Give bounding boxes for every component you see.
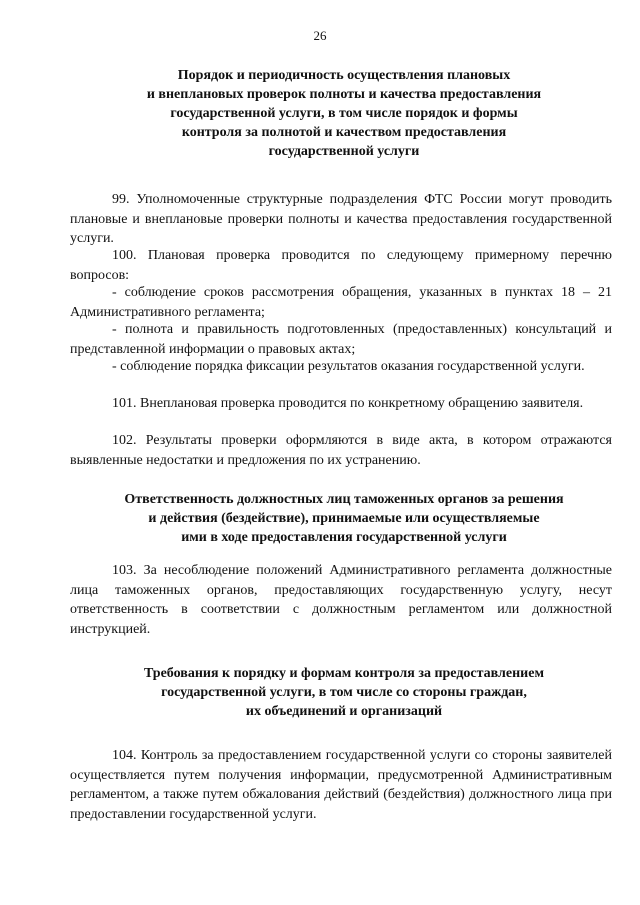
paragraph-104: 104. Контроль за предоставлением государственной услуги со стороны заявителей осуществляется путем получения информации, предусмотренной Административным регламентом, а также путем обжалования действий (бездействия) должностного лица при предоставлении государственной услуги. [70,748,612,822]
list-item-recording: - соблюдение порядка фиксации результатов оказания государственной услуги. [112,359,585,374]
paragraph-102: 102. Результаты проверки оформляются в виде акта, в котором отражаются выявленные недостатки и предложения по их устранению. [70,433,612,468]
section-heading-responsibility [70,490,618,547]
section-heading-inspections [70,66,618,161]
heading-line: их объединений и организаций [245,704,443,719]
heading-line: ими в ходе предоставления государственной услуги [181,530,507,545]
heading-line: Требования к порядку и формам контроля за предоставлением [144,666,544,681]
heading-line: государственной услуги [268,144,420,159]
heading-line: и действия (бездействие), принимаемые или осуществляемые [148,511,540,526]
list-item-consultations: - полнота и правильность подготовленных (предоставленных) консультаций и представленной информации о правовых актах; [70,322,612,357]
section-heading-control-requirements [70,664,618,721]
heading-line: государственной услуги, в том числе порядок и формы [170,106,518,121]
heading-line: и внеплановых проверок полноты и качества предоставления [146,87,542,102]
paragraph-103: 103. За несоблюдение положений Административного регламента должностные лица таможенных органов, предоставляющих государственную услугу, несут ответственность в соответствии с должностным регламентом или должностной инструкцией. [70,563,612,637]
paragraph-101: 101. Внеплановая проверка проводится по конкретному обращению заявителя. [112,396,584,411]
heading-line: Порядок и периодичность осуществления плановых [177,68,511,83]
paragraph-100: 100. Плановая проверка проводится по следующему примерному перечню вопросов: [70,248,612,283]
list-item-deadlines: - соблюдение сроков рассмотрения обращения, указанных в пунктах 18 – 21 Административного регламента; [70,285,612,320]
heading-line: Ответственность должностных лиц таможенных органов за решения [124,492,564,507]
heading-line: контроля за полнотой и качеством предоставления [181,125,507,140]
paragraph-99: 99. Уполномоченные структурные подразделения ФТС России могут проводить плановые и внеплановые проверки полноты и качества предоставления государственной услуги. [70,192,612,246]
page-number: 26 [313,28,327,43]
heading-line: государственной услуги, в том числе со стороны граждан, [161,685,527,700]
